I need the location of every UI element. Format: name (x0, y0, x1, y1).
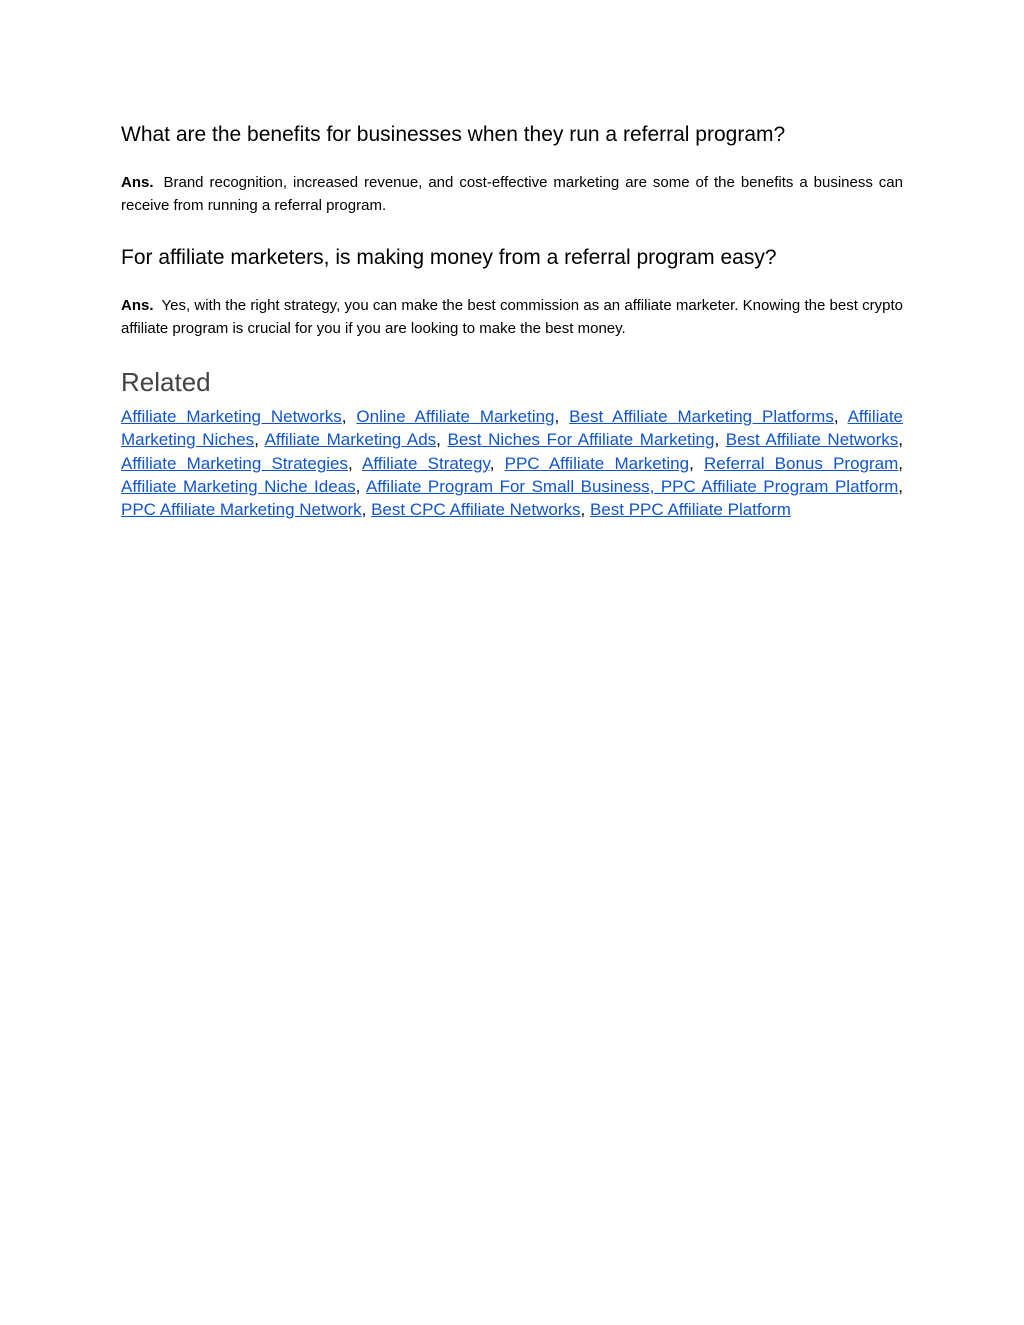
faq-answer-1-label: Ans. (121, 174, 154, 191)
link-separator: , (714, 430, 726, 450)
related-link[interactable]: Affiliate Marketing Niche Ideas (121, 476, 356, 496)
related-link[interactable]: Best CPC Affiliate Networks (371, 500, 581, 520)
faq-answer-2-paragraph (121, 294, 903, 340)
link-separator: , (580, 500, 590, 520)
related-link[interactable]: Affiliate Marketing Strategies (121, 453, 349, 473)
related-link[interactable]: PPC Affiliate Marketing (504, 453, 690, 473)
faq-answer-1 (121, 171, 903, 217)
faq-answer-2 (121, 294, 903, 340)
related-link[interactable]: Best PPC Affiliate Platform (589, 500, 791, 520)
related-link[interactable]: Referral Bonus Program (704, 453, 899, 473)
faq-question-2 (121, 244, 903, 272)
related-link[interactable]: Best Affiliate Marketing Platforms (569, 407, 834, 426)
link-separator: , (898, 453, 903, 473)
related-link[interactable]: Affiliate Marketing Ads (264, 430, 437, 450)
link-separator: , (898, 430, 904, 450)
related-link[interactable]: Affiliate Strategy (362, 453, 490, 473)
related-heading-text: Related (121, 367, 211, 397)
link-separator: , (361, 500, 372, 520)
link-separator: , (489, 453, 505, 473)
link-separator: , (898, 476, 903, 496)
faq-question-2-text: For affiliate marketers, is making money from a referral program easy? (121, 246, 777, 269)
related-link[interactable]: PPC Affiliate Marketing Network (121, 500, 362, 520)
link-separator: , (355, 476, 366, 496)
link-separator: , (833, 407, 848, 426)
faq-answer-2-text: Yes, with the right strategy, you can make the best commission as an affiliate marketer. Knowing the best crypto affiliate program is crucial for you if you are looking to make the best money. (121, 297, 903, 337)
faq-answer-2-label: Ans. (121, 297, 154, 314)
link-separator: , (254, 430, 265, 450)
faq-question-1-text: What are the benefits for businesses when they run a referral program? (121, 123, 786, 146)
faq-answer-1-text: Brand recognition, increased revenue, and cost-effective marketing are some of the benefits a business can receive from running a referral program. (121, 174, 903, 214)
faq-question-1 (121, 121, 903, 149)
link-separator: , (436, 430, 448, 450)
link-separator: , (689, 453, 705, 473)
related-link[interactable]: Online Affiliate Marketing (356, 407, 555, 426)
related-links-paragraph (121, 405, 903, 521)
related-link[interactable]: Best Niches For Affiliate Marketing (447, 430, 715, 450)
related-section-heading (121, 366, 903, 398)
link-separator: , (341, 407, 357, 426)
related-links-block (121, 405, 903, 521)
faq-answer-1-paragraph (121, 171, 903, 217)
link-separator: , (554, 407, 570, 426)
related-link[interactable]: Best Affiliate Networks (725, 430, 899, 450)
related-link[interactable]: Affiliate Marketing Niches (121, 407, 904, 450)
related-link[interactable]: Affiliate Program For Small Business, PPC Affiliate Program Platform (365, 476, 899, 496)
link-separator: , (348, 453, 362, 473)
related-link[interactable]: Affiliate Marketing Networks (121, 407, 342, 426)
